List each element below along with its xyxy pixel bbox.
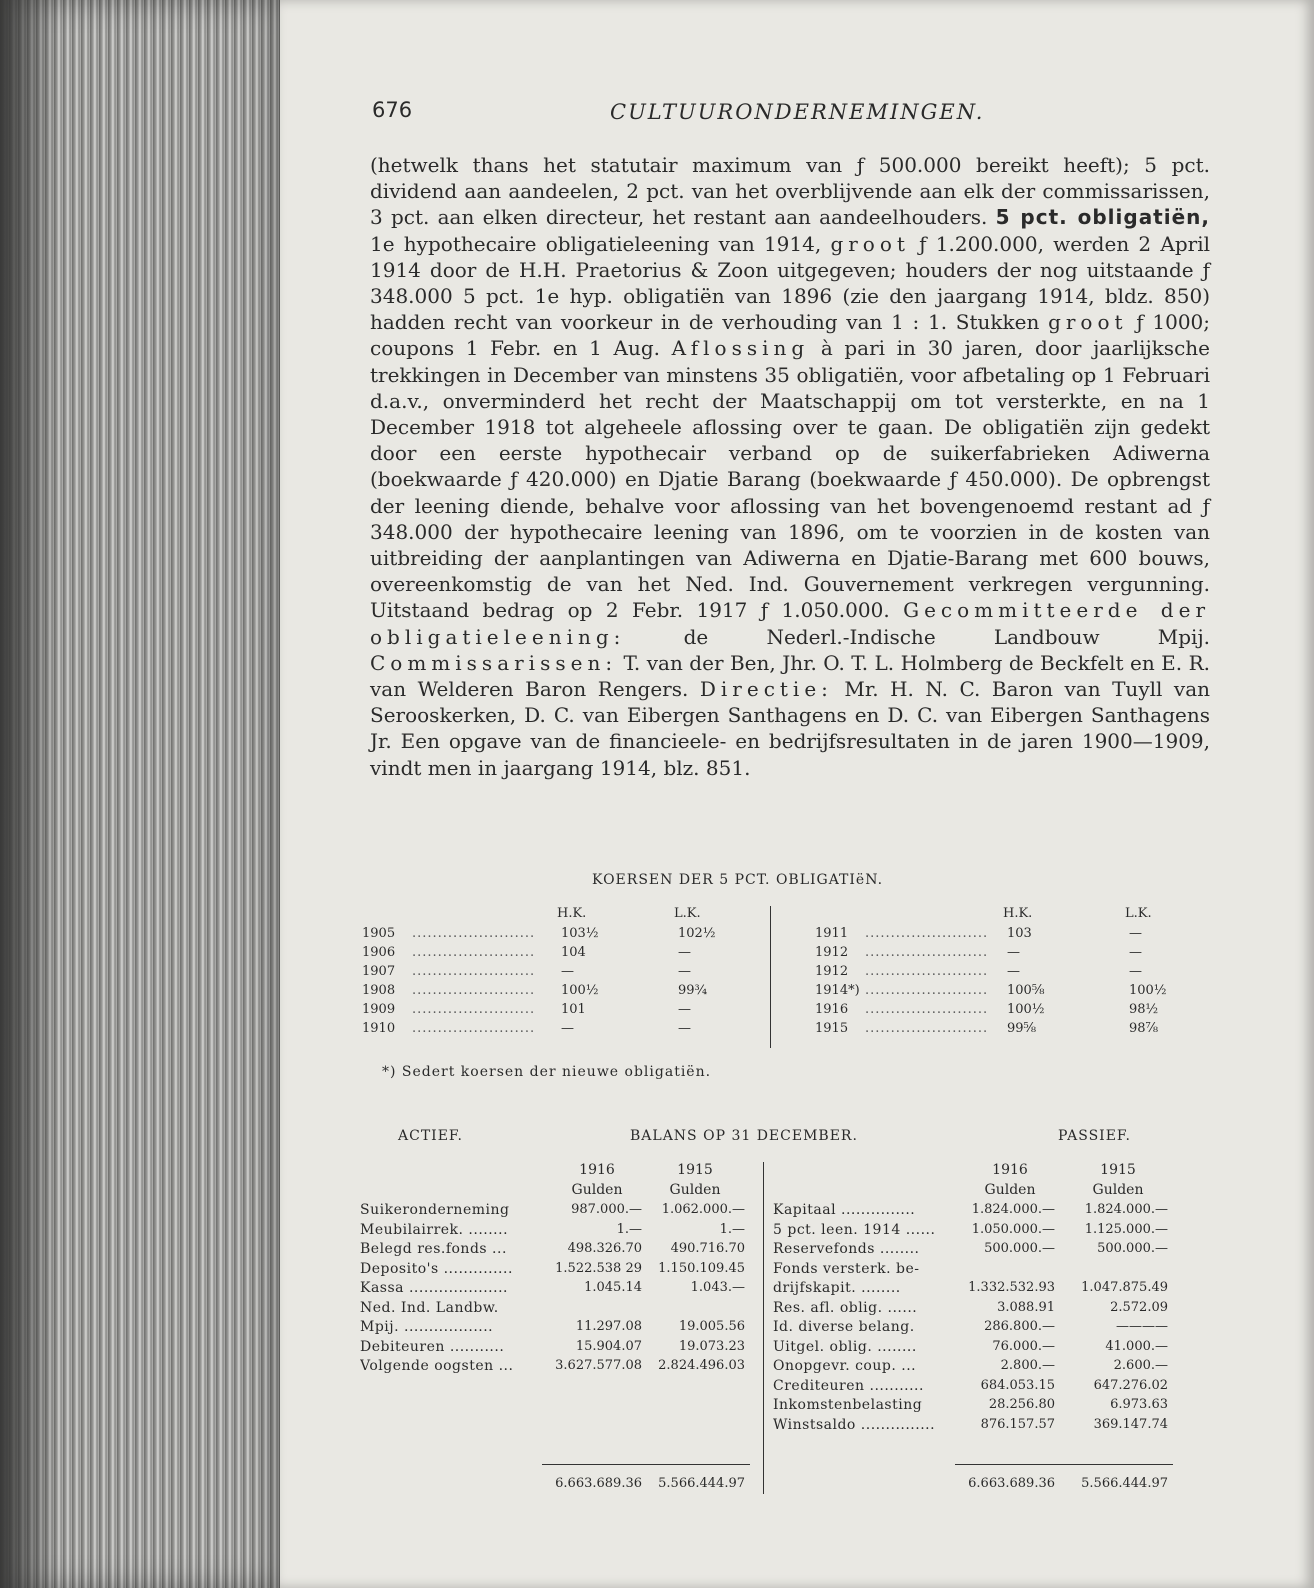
koersen-year: 1905: [362, 926, 396, 941]
balans-row-label: Uitgel. oblig. ........: [773, 1338, 917, 1355]
koersen-dots: ........................: [412, 964, 536, 979]
koersen-title: KOERSEN DER 5 PCT. OBLIGATIëN.: [592, 872, 884, 888]
balans-unit2: Gulden: [1092, 1182, 1144, 1198]
balans-row-label: Crediteuren ...........: [773, 1377, 924, 1394]
balans-total-rule: [955, 1464, 1173, 1465]
balans-row-label: Deposito's ..............: [360, 1260, 513, 1277]
balans-row-label: Winstsaldo ...............: [773, 1416, 936, 1433]
koersen-lk-value: 99¾: [678, 983, 708, 998]
koersen-divider: [770, 906, 771, 1048]
koersen-dots: ........................: [865, 1021, 989, 1036]
koersen-lk-value: —: [1129, 926, 1142, 941]
koersen-year: 1912: [815, 964, 849, 979]
balans-value-1916: 286.800.—: [984, 1319, 1055, 1334]
balans-value-1916: 11.297.08: [575, 1319, 642, 1334]
balans-row-label: Meubilairrek. ........: [360, 1221, 509, 1238]
koersen-year: 1910: [362, 1021, 396, 1036]
koersen-hk-value: 104: [561, 945, 586, 960]
koersen-col-hk: H.K.: [1003, 906, 1033, 921]
balans-value-1916: 76.000.—: [992, 1338, 1055, 1354]
koersen-lk-value: —: [678, 1002, 691, 1017]
koersen-footnote: *) Sedert koersen der nieuwe obligatiën.: [382, 1064, 712, 1080]
balans-value-1915: 19.073.23: [678, 1338, 745, 1354]
koersen-hk-value: 101: [561, 1002, 586, 1017]
koersen-lk-value: —: [1129, 945, 1142, 960]
koersen-year: 1908: [362, 983, 396, 998]
koersen-year: 1907: [362, 964, 396, 979]
actief-label: ACTIEF.: [398, 1128, 463, 1144]
koersen-hk-value: —: [1007, 945, 1020, 960]
page-number: 676: [372, 98, 413, 122]
balans-row-label: Fonds versterk. be-: [773, 1260, 920, 1277]
balans-total-1916: 6.663.689.36: [555, 1476, 642, 1491]
balans-value-1915: 1.150.109.45: [658, 1260, 745, 1276]
balans-value-1915: 19.005.56: [678, 1319, 745, 1334]
koersen-year: 1912: [815, 945, 849, 960]
balans-value-1915: 1.043.—: [690, 1280, 745, 1295]
balans-row-label: Res. afl. oblig. ......: [773, 1299, 918, 1316]
balans-value-1916: 1.050.000.—: [971, 1221, 1055, 1237]
balans-row-label: Id. diverse belang.: [773, 1319, 915, 1335]
koersen-table-left: [362, 906, 762, 1046]
balans-value-1916: 2.800.—: [1000, 1358, 1055, 1373]
koersen-lk-value: 102½: [678, 926, 716, 941]
balans-row-label: Onopgevr. coup. ...: [773, 1358, 917, 1374]
koersen-hk-value: 100⅝: [1007, 983, 1045, 998]
body-spaced-commissarissen: Commissarissen:: [370, 650, 618, 675]
balans-total-1916: 6.663.689.36: [968, 1476, 1055, 1491]
koersen-year: 1914*): [815, 983, 860, 998]
balans-value-1915: 1.125.000.—: [1084, 1221, 1168, 1237]
balans-value-1916: 1.824.000.—: [971, 1202, 1055, 1217]
koersen-lk-value: —: [678, 964, 691, 979]
balans-value-1915: 2.600.—: [1113, 1358, 1168, 1373]
book-page: [280, 0, 1314, 1588]
balans-row-label: Ned. Ind. Landbw.: [360, 1299, 499, 1316]
koersen-dots: ........................: [865, 964, 989, 979]
balans-passief-table: [773, 1162, 1203, 1492]
body-spaced-groot-2: groot: [1048, 310, 1128, 335]
balans-total-1915: 5.566.444.97: [658, 1476, 745, 1491]
balans-year2: 1915: [677, 1162, 713, 1178]
koersen-dots: ........................: [865, 983, 989, 998]
running-head: CULTUURONDERNEMINGEN.: [610, 100, 985, 124]
koersen-hk-value: —: [561, 964, 574, 979]
balans-row-label: drijfskapit. ........: [773, 1280, 901, 1296]
koersen-col-lk: L.K.: [674, 906, 701, 921]
body-text-9: à pari in 30 jaren, door jaarlijksche trekkingen in December van minstens 35 obligatiën, voor afbetaling op 1 Februari d.a.v., onverminderd het recht der Maatschappij om tot versterkte, en na 1 December 1918 tot algeheele aflossing over te gaan. De obligatiën zijn gedekt door een eerste hypothecair verband op de suikerfabrieken Adiwerna (boekwaarde ƒ 420.000) en Djatie Barang (boekwaarde ƒ 450.000). De opbrengst der leening diende, behalve voor aflossing van het bovengenoemd restant ad ƒ 348.000 der hypothecaire leening van 1896, om te voorzien in de kosten van uitbreiding der aanplantingen van Adiwerna en Djatie-Barang met 600 bouws, overeenkomstig de van het Ned. Ind. Gouvernement verkregen vergunning. Uitstaand bedrag op 2 Febr. 1917 ƒ 1.050.000.: [370, 336, 1210, 623]
koersen-year: 1916: [815, 1002, 849, 1017]
koersen-hk-value: —: [1007, 964, 1020, 979]
koersen-hk-value: 100½: [1007, 1002, 1045, 1017]
koersen-year: 1911: [815, 926, 849, 941]
book-gutter-shadow: [0, 0, 60, 1588]
balans-value-1916: 1.045.14: [584, 1280, 642, 1295]
koersen-lk-value: —: [678, 945, 691, 960]
balans-row-label: Inkomstenbelasting: [773, 1397, 923, 1413]
koersen-dots: ........................: [412, 983, 536, 998]
koersen-table-right: [815, 906, 1215, 1046]
balans-year1: 1916: [579, 1162, 615, 1178]
body-text-15: Mr. H. N. C. Baron van Tuyll van Serooskerken, D. C. van Eibergen Santhagens en D. C. van Eibergen Santhagens Jr. Een opgave van de financieele- en bedrijfsresultaten in de jaren 1900—1909, vindt men in jaargang 1914, blz. 851.: [370, 677, 1211, 780]
balans-row-label: Mpij. ..................: [360, 1319, 494, 1335]
balans-row-label: Debiteuren ...........: [360, 1338, 505, 1355]
balans-value-1916: 3.627.577.08: [555, 1358, 642, 1373]
koersen-lk-value: —: [678, 1021, 691, 1036]
body-spaced-directie: Directie:: [699, 677, 833, 702]
body-heading-obligaties: 5 pct. obligatiën,: [995, 205, 1211, 230]
balans-row-label: Suikeronderneming: [360, 1202, 510, 1218]
koersen-lk-value: 100½: [1129, 983, 1167, 998]
balans-value-1915: 369.147.74: [1093, 1416, 1168, 1432]
koersen-lk-value: 98⅞: [1129, 1021, 1159, 1036]
koersen-hk-value: 100½: [561, 983, 599, 998]
koersen-col-hk: H.K.: [557, 906, 587, 921]
balans-unit2: Gulden: [669, 1182, 721, 1198]
balans-value-1916: 15.904.07: [575, 1338, 642, 1354]
koersen-hk-value: 103: [1007, 926, 1032, 941]
body-text-11: de Nederl.-Indische Landbouw Mpij.: [683, 624, 1211, 649]
balans-value-1916: 3.088.91: [997, 1299, 1055, 1315]
balans-value-1916: 28.256.80: [988, 1397, 1055, 1412]
body-text-7: ƒ 1000; coupons 1 Febr. en 1 Aug.: [370, 310, 1211, 361]
balans-divider: [763, 1162, 764, 1494]
body-text-1: (hetwelk thans het statutair maximum van ƒ 500.000 bereikt heeft); 5 pct. dividend aan aandeelen, 2 pct. van het overblijvende aan elk der commissarissen, 3 pct. aan elken directeur, het restant aan aandeelhouders.: [370, 153, 1210, 230]
balans-value-1915: 41.000.—: [1105, 1338, 1168, 1354]
balans-unit1: Gulden: [571, 1182, 623, 1198]
balans-title: BALANS OP 31 DECEMBER.: [630, 1128, 858, 1144]
balans-value-1915: 1.062.000.—: [661, 1202, 745, 1217]
koersen-dots: ........................: [412, 945, 536, 960]
body-text-5: ƒ 1.200.000, werden 2 April 1914 door de H.H. Praetorius & Zoon uitgegeven; houders der nog uitstaande ƒ 348.000 5 pct. 1e hyp. obligatiën van 1896 (zie den jaargang 1914, bldz. 850) hadden recht van voorkeur in de verhouding van 1 : 1. Stukken: [370, 231, 1210, 335]
body-spaced-gecommitteerde: Gecommitteerde der obligatieleening:: [370, 598, 1211, 649]
koersen-lk-value: 98½: [1129, 1002, 1159, 1017]
koersen-dots: ........................: [865, 926, 989, 941]
balans-row-label: Belegd res.fonds ...: [360, 1241, 507, 1257]
balans-value-1916: 500.000.—: [984, 1241, 1055, 1256]
balans-value-1915: 500.000.—: [1097, 1241, 1168, 1256]
body-spaced-aflossing: Aflossing: [671, 336, 810, 361]
koersen-hk-value: 99⅝: [1007, 1021, 1037, 1036]
balans-value-1916: 987.000.—: [571, 1202, 642, 1217]
balans-year2: 1915: [1100, 1162, 1136, 1178]
balans-value-1915: 490.716.70: [670, 1241, 745, 1256]
balans-total-1915: 5.566.444.97: [1081, 1476, 1168, 1491]
koersen-dots: ........................: [412, 1021, 536, 1036]
koersen-year: 1909: [362, 1002, 396, 1017]
koersen-dots: ........................: [412, 1002, 536, 1017]
balans-row-label: Kapitaal ...............: [773, 1202, 916, 1218]
body-paragraph: [370, 152, 1210, 781]
body-text-13: T. van der Ben, Jhr. O. T. L. Holmberg de Beckfelt en E. R. van Welderen Baron Rengers.: [370, 650, 1210, 702]
balans-value-1915: 2.572.09: [1110, 1299, 1168, 1315]
koersen-col-lk: L.K.: [1125, 906, 1152, 921]
passief-label: PASSIEF.: [1058, 1128, 1131, 1144]
koersen-dots: ........................: [865, 945, 989, 960]
balans-value-1916: 876.157.57: [980, 1416, 1055, 1432]
balans-value-1915: 647.276.02: [1093, 1377, 1168, 1393]
balans-value-1916: 498.326.70: [567, 1241, 642, 1256]
balans-actief-table: [360, 1162, 760, 1492]
koersen-dots: ........................: [865, 1002, 989, 1017]
balans-value-1916: 1.—: [616, 1221, 642, 1237]
balans-value-1916: 1.522.538 29: [555, 1260, 642, 1276]
balans-total-rule: [542, 1464, 750, 1465]
koersen-lk-value: —: [1129, 964, 1142, 979]
koersen-year: 1915: [815, 1021, 849, 1036]
koersen-hk-value: —: [561, 1021, 574, 1036]
balans-row-label: Reservefonds ........: [773, 1241, 920, 1257]
body-text-3: 1e hypothecaire obligatieleening van 1914,: [370, 231, 822, 256]
balans-value-1916: 1.332.532.93: [968, 1280, 1055, 1295]
balans-value-1915: 1.047.875.49: [1081, 1280, 1168, 1295]
balans-value-1915: 2.824.496.03: [658, 1358, 745, 1373]
balans-value-1915: 1.—: [719, 1221, 745, 1237]
balans-value-1915: ————: [1116, 1319, 1168, 1334]
balans-value-1916: 684.053.15: [980, 1377, 1055, 1393]
balans-row-label: Kassa ....................: [360, 1280, 508, 1296]
body-spaced-groot-1: groot: [830, 231, 910, 256]
balans-year1: 1916: [992, 1162, 1028, 1178]
balans-value-1915: 6.973.63: [1110, 1397, 1168, 1412]
koersen-year: 1906: [362, 945, 396, 960]
balans-unit1: Gulden: [984, 1182, 1036, 1198]
koersen-dots: ........................: [412, 926, 536, 941]
balans-row-label: Volgende oogsten ...: [360, 1358, 514, 1374]
koersen-hk-value: 103½: [561, 926, 599, 941]
balans-row-label: 5 pct. leen. 1914 ......: [773, 1221, 936, 1238]
balans-value-1915: 1.824.000.—: [1084, 1202, 1168, 1217]
